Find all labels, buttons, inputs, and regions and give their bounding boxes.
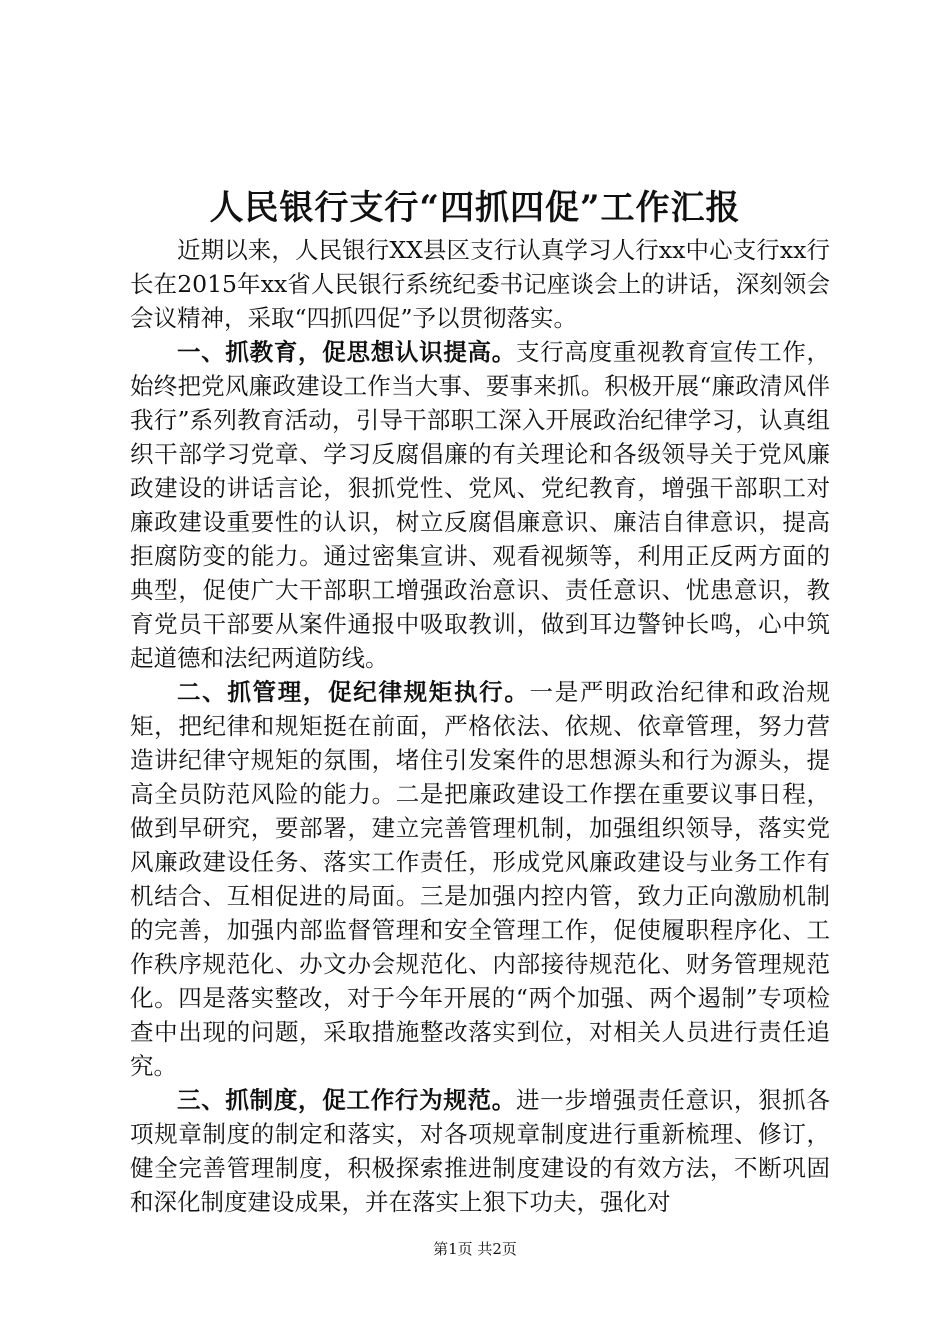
section-heading-2: 二、抓管理，促纪律规矩执行。	[177, 678, 530, 706]
section-heading-3: 三、抓制度，促工作行为规范。	[177, 1086, 516, 1114]
section-paragraph-1	[130, 335, 830, 675]
document-body	[130, 233, 830, 1219]
document-title: 人民银行支行“四抓四促”工作汇报	[209, 188, 741, 228]
section-paragraph-3	[130, 1083, 830, 1219]
section-paragraph-2	[130, 675, 830, 1083]
section-heading-1: 一、抓教育，促思想认识提高。	[177, 338, 516, 366]
section-text-2: 一是严明政治纪律和政治规矩，把纪律和规矩挺在前面，严格依法、依规、依章管理，努力营造讲纪律守规矩的氛围，堵住引发案件的思想源头和行为源头，提高全员防范风险的能力。二是把廉政建设工作摆在重要议事日程，做到早研究，要部署，建立完善管理机制，加强组织领导，落实党风廉政建设任务、落实工作责任，形成党风廉政建设与业务工作有机结合、互相促进的局面。三是加强内控内管，致力正向激励机制的完善，加强内部监督管理和安全管理工作，促使履职程序化、工作秩序规范化、办文办会规范化、内部接待规范化、财务管理规范化。四是落实整改，对于今年开展的“两个加强、两个遏制”专项检查中出现的问题，采取措施整改落实到位，对相关人员进行责任追究。	[130, 678, 831, 1080]
section-text-1: 支行高度重视教育宣传工作，始终把党风廉政建设工作当大事、要事来抓。积极开展“廉政清风伴我行”系列教育活动，引导干部职工深入开展政治纪律学习，认真组织干部学习党章、学习反腐倡廉的有关理论和各级领导关于党风廉政建设的讲话言论，狠抓党性、党风、党纪教育，增强干部职工对廉政建设重要性的认识，树立反腐倡廉意识、廉洁自律意识，提高拒腐防变的能力。通过密集宣讲、观看视频等，利用正反两方面的典型，促使广大干部职工增强政治意识、责任意识、忧患意识，教育党员干部要从案件通报中吸取教训，做到耳边警钟长鸣，心中筑起道德和法纪两道防线。	[130, 338, 831, 672]
page-number-footer: 第1页 共2页	[433, 1240, 517, 1258]
section-text-3: 进一步增强责任意识，狠抓各项规章制度的制定和落实，对各项规章制度进行重新梳理、修订，健全完善管理制度，积极探索推进制度建设的有效方法，不断巩固和深化制度建设成果，并在落实上狠下功夫，强化对	[130, 1086, 831, 1216]
intro-paragraph: 近期以来，人民银行XX县区支行认真学习人行xx中心支行xx行长在2015年xx省人民银行系统纪委书记座谈会上的讲话，深刻领会会议精神，采取“四抓四促”予以贯彻落实。	[130, 236, 830, 332]
